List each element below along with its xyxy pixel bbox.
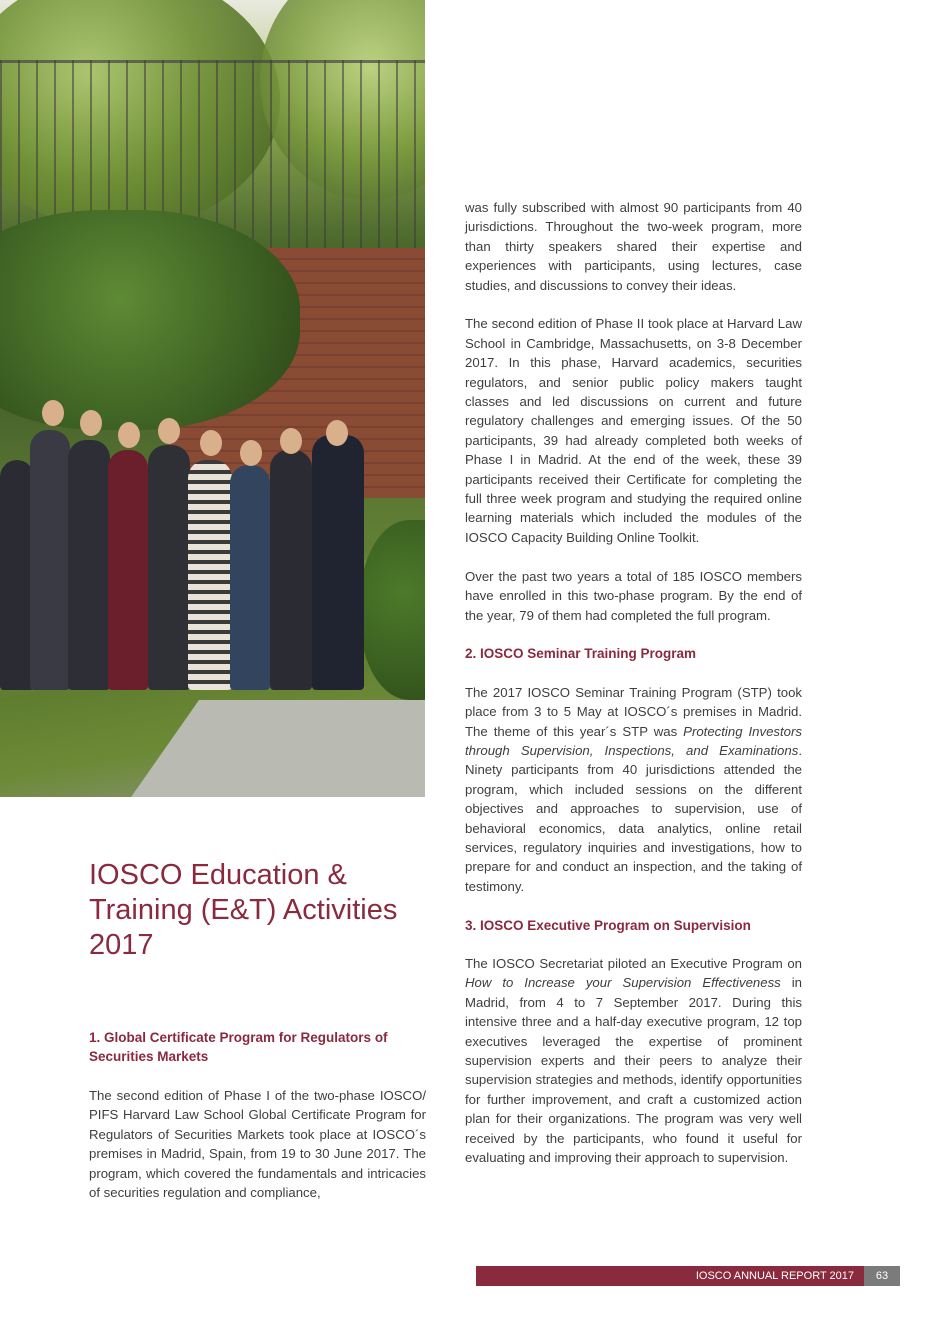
paragraph (465, 683, 802, 896)
section-heading-seminar-training: 2. IOSCO Seminar Training Program (465, 646, 697, 662)
left-column (89, 1028, 426, 1202)
italic-text: Protecting Investors through Supervision, Inspections, and Examinations (465, 723, 803, 758)
footer-report-title: IOSCO ANNUAL REPORT 2017 (476, 1266, 864, 1286)
section-heading-global-certificate: 1. Global Certificate Program for Regulators of Securities Markets (89, 1030, 388, 1064)
text-run: The 2017 IOSCO Seminar Training Program (STP) took place from 3 to 5 May at IOSCO´s premises in Madrid. The theme of this year´s STP was (465, 684, 802, 739)
page-number: 63 (864, 1266, 900, 1286)
italic-text: How to Increase your Supervision Effectiveness (465, 975, 781, 991)
right-column (465, 198, 802, 1167)
paragraph: was fully subscribed with almost 90 participants from 40 jurisdictions. Throughout the two-week program, more than thirty speakers shared their expertise and experiences with participants, using lectures, case studies, and discussions to convey their ideas. (465, 200, 802, 293)
paragraph: The second edition of Phase II took place at Harvard Law School in Cambridge, Massachusetts, on 3-8 December 2017. In this phase, Harvard academics, securities regulators, and senior public policy makers taught classes and led discussions on current and future regulatory challenges and emerging issues. Of the 50 participants, 39 had already completed both weeks of Phase I in Madrid. At the end of the week, these 39 participants received their Certificate for completing the full three week program and studying the required online learning materials which included the modules of the IOSCO Capacity Building Online Toolkit. (465, 316, 802, 545)
page-title: IOSCO Education & Training (E&T) Activities 2017 (89, 859, 398, 961)
text-run: in Madrid, from 4 to 7 September 2017. During this intensive three and a half-day executive program, 12 top executives leveraged the expertise of prominent supervision experts and their peers to analyze their supervision strategies and methods, identify opportunities for further improvement, and craft a customized action plan for their organizations. The program was very well received by the participants, who found it useful for evaluating and improving their approach to supervision. (465, 975, 802, 1165)
text-run: . Ninety participants from 40 jurisdictions attended the program, which included sessions on the different objectives and approaches to supervision, use of behavioral economics, data analytics, online retail services, regulatory inquiries and investigations, how to prepare for and conduct an inspection, and the taking of testimony. (465, 742, 802, 894)
people-group (0, 380, 400, 690)
text-run: The IOSCO Secretariat piloted an Executive Program on (465, 955, 802, 971)
group-photo (0, 0, 425, 797)
paragraph (465, 954, 802, 1167)
section-heading-executive-program: 3. IOSCO Executive Program on Supervision (465, 917, 751, 933)
paragraph: The second edition of Phase I of the two-phase IOSCO/ PIFS Harvard Law School Global Certificate Program for Regulators of Securities Markets took place at IOSCO´s premises in Madrid, Spain, from 19 to 30 June 2017. The program, which covered the fundamentals and intricacies of securities regulation and compliance, (89, 1088, 426, 1201)
paragraph: Over the past two years a total of 185 IOSCO members have enrolled in this two-phase program. By the end of the year, 79 of them had completed the full program. (465, 568, 802, 623)
